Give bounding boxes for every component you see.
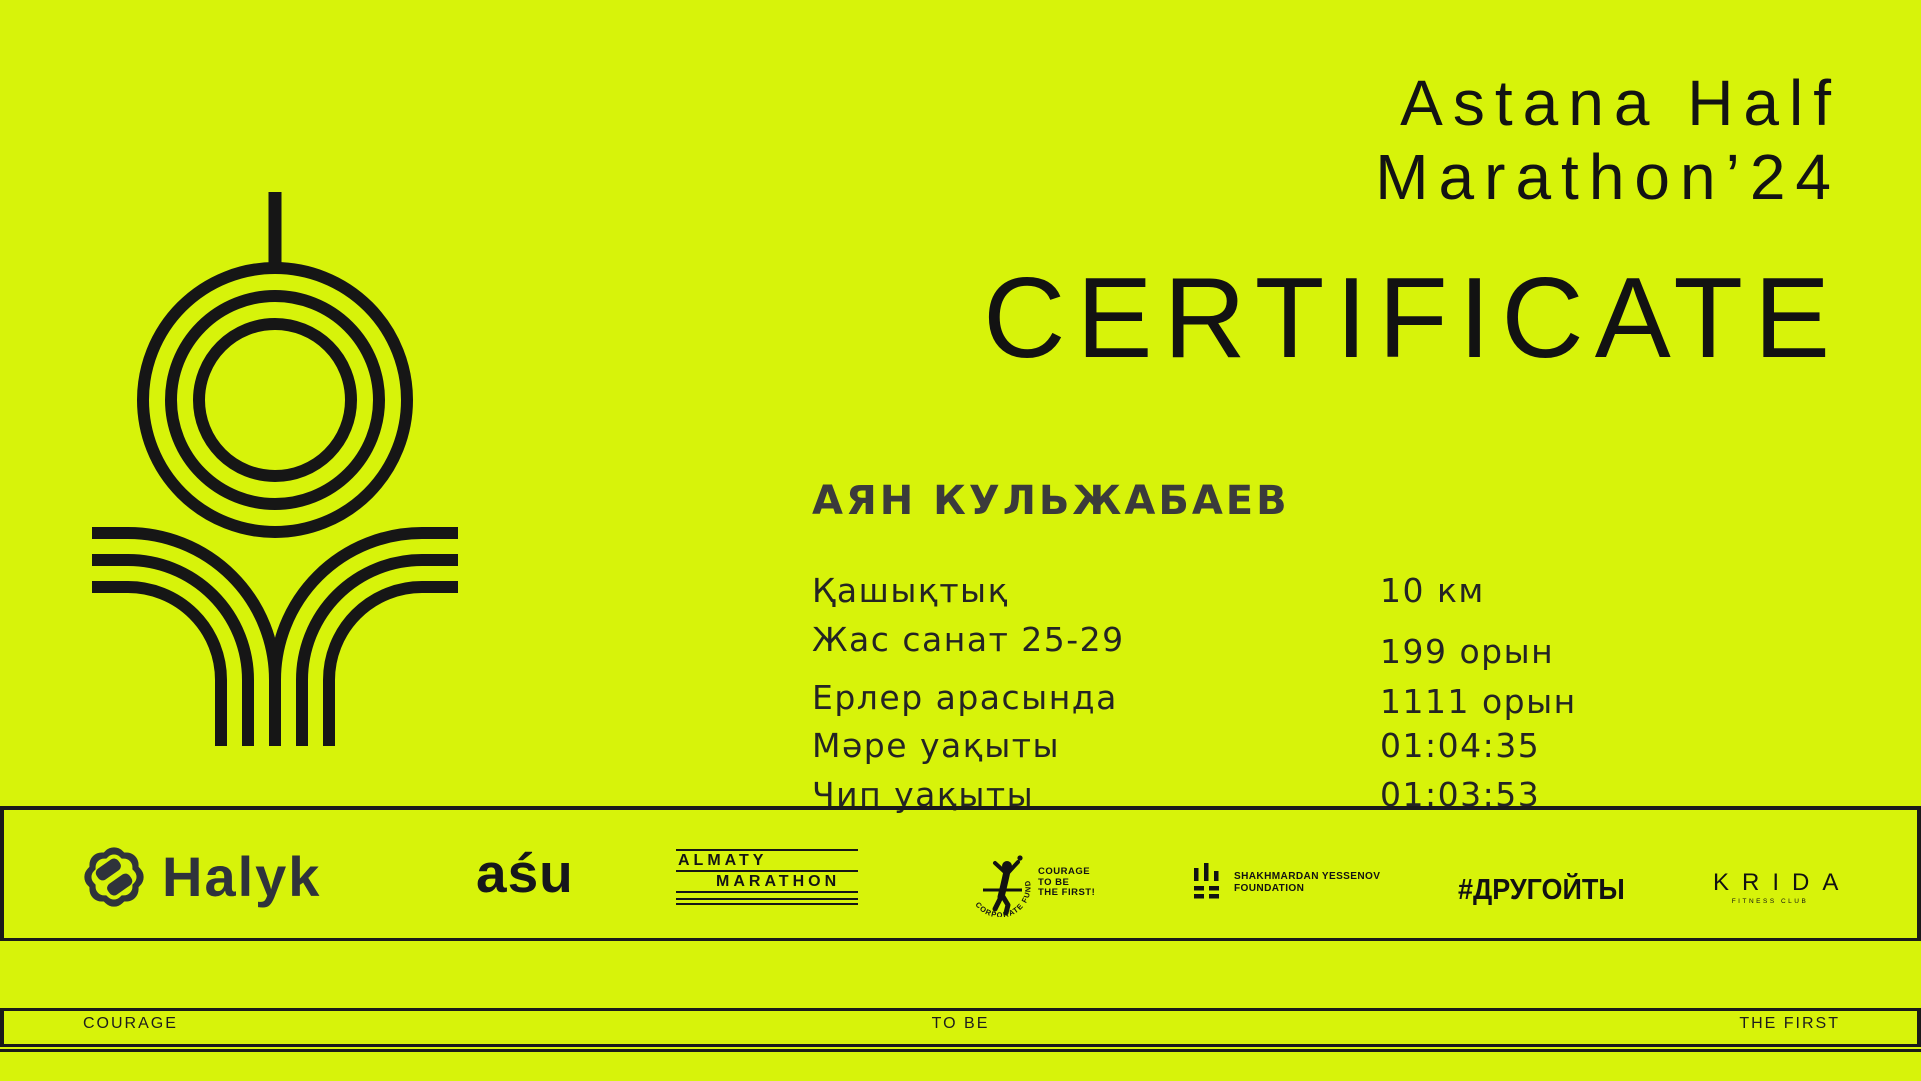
detail-row [812, 726, 1572, 770]
yessenov-line2: FOUNDATION [1234, 882, 1305, 894]
yessenov-line1: SHAKHMARDAN YESSENOV [1234, 870, 1381, 882]
sponsor-drugoity: #ДРУГОЙТЫ [1458, 874, 1625, 906]
footer-slogan-left: COURAGE [83, 1015, 178, 1032]
detail-value: 1111 орын [1380, 682, 1577, 721]
almaty-line [676, 903, 858, 905]
footer-slogan-right: THE FIRST [1739, 1015, 1840, 1032]
sponsor-halyk [80, 843, 321, 911]
detail-row [812, 571, 1572, 615]
detail-row [812, 620, 1572, 671]
almaty-wordmark-line2: MARATHON [716, 873, 841, 890]
detail-value: 10 км [1380, 571, 1485, 610]
almaty-wordmark-line1: ALMATY [678, 852, 768, 869]
footer-slogan-center: TO BE [931, 1015, 990, 1032]
krida-wordmark: KRIDA [1713, 869, 1852, 896]
courage-slogan-line3: THE FIRST! [1038, 887, 1096, 898]
runner-finish-icon [962, 845, 1034, 917]
baiterek-logo-icon [92, 192, 458, 746]
sponsor-courage-fund [962, 845, 1095, 917]
event-title-line2: Marathon’24 [1375, 141, 1841, 213]
footer-slogan [0, 1015, 1921, 1037]
detail-row [812, 678, 1577, 722]
halyk-wordmark: Halyk [162, 845, 322, 908]
corporate-fund-arc-text: CORPORATE FUND [973, 879, 1033, 917]
detail-label: Чип уақыты [812, 775, 1035, 814]
halyk-star-icon [80, 843, 148, 911]
sponsor-krida [1700, 869, 1852, 905]
yessenov-bars-icon [1194, 861, 1220, 903]
detail-label: Ерлер арасында [812, 678, 1118, 717]
detail-label: Жас санат 25-29 [812, 620, 1125, 659]
certificate-heading: CERTIFICATE [983, 255, 1841, 382]
krida-subtitle: FITNESS CLUB [1731, 898, 1809, 905]
event-title-line1: Astana Half [1400, 67, 1841, 139]
sponsor-almaty-marathon [676, 849, 858, 905]
sponsor-asu: aśu [476, 842, 574, 904]
detail-value: 199 орын [1380, 632, 1555, 671]
courage-slogan [1038, 867, 1095, 917]
yessenov-wordmark [1234, 870, 1380, 894]
courage-slogan-line2: TO BE [1038, 876, 1070, 888]
detail-label: Қашықтық [812, 571, 1010, 610]
detail-value: 01:03:53 [1380, 775, 1541, 814]
detail-value: 01:04:35 [1380, 726, 1541, 765]
participant-name: АЯН КУЛЬЖАБАЕВ [812, 478, 1290, 524]
result-details [812, 0, 1577, 814]
sponsor-yessenov-foundation [1194, 861, 1387, 903]
detail-label: Мәре уақыты [812, 726, 1061, 765]
footer-bottom-line [0, 1049, 1921, 1052]
courage-slogan-line1: COURAGE [1038, 866, 1091, 877]
